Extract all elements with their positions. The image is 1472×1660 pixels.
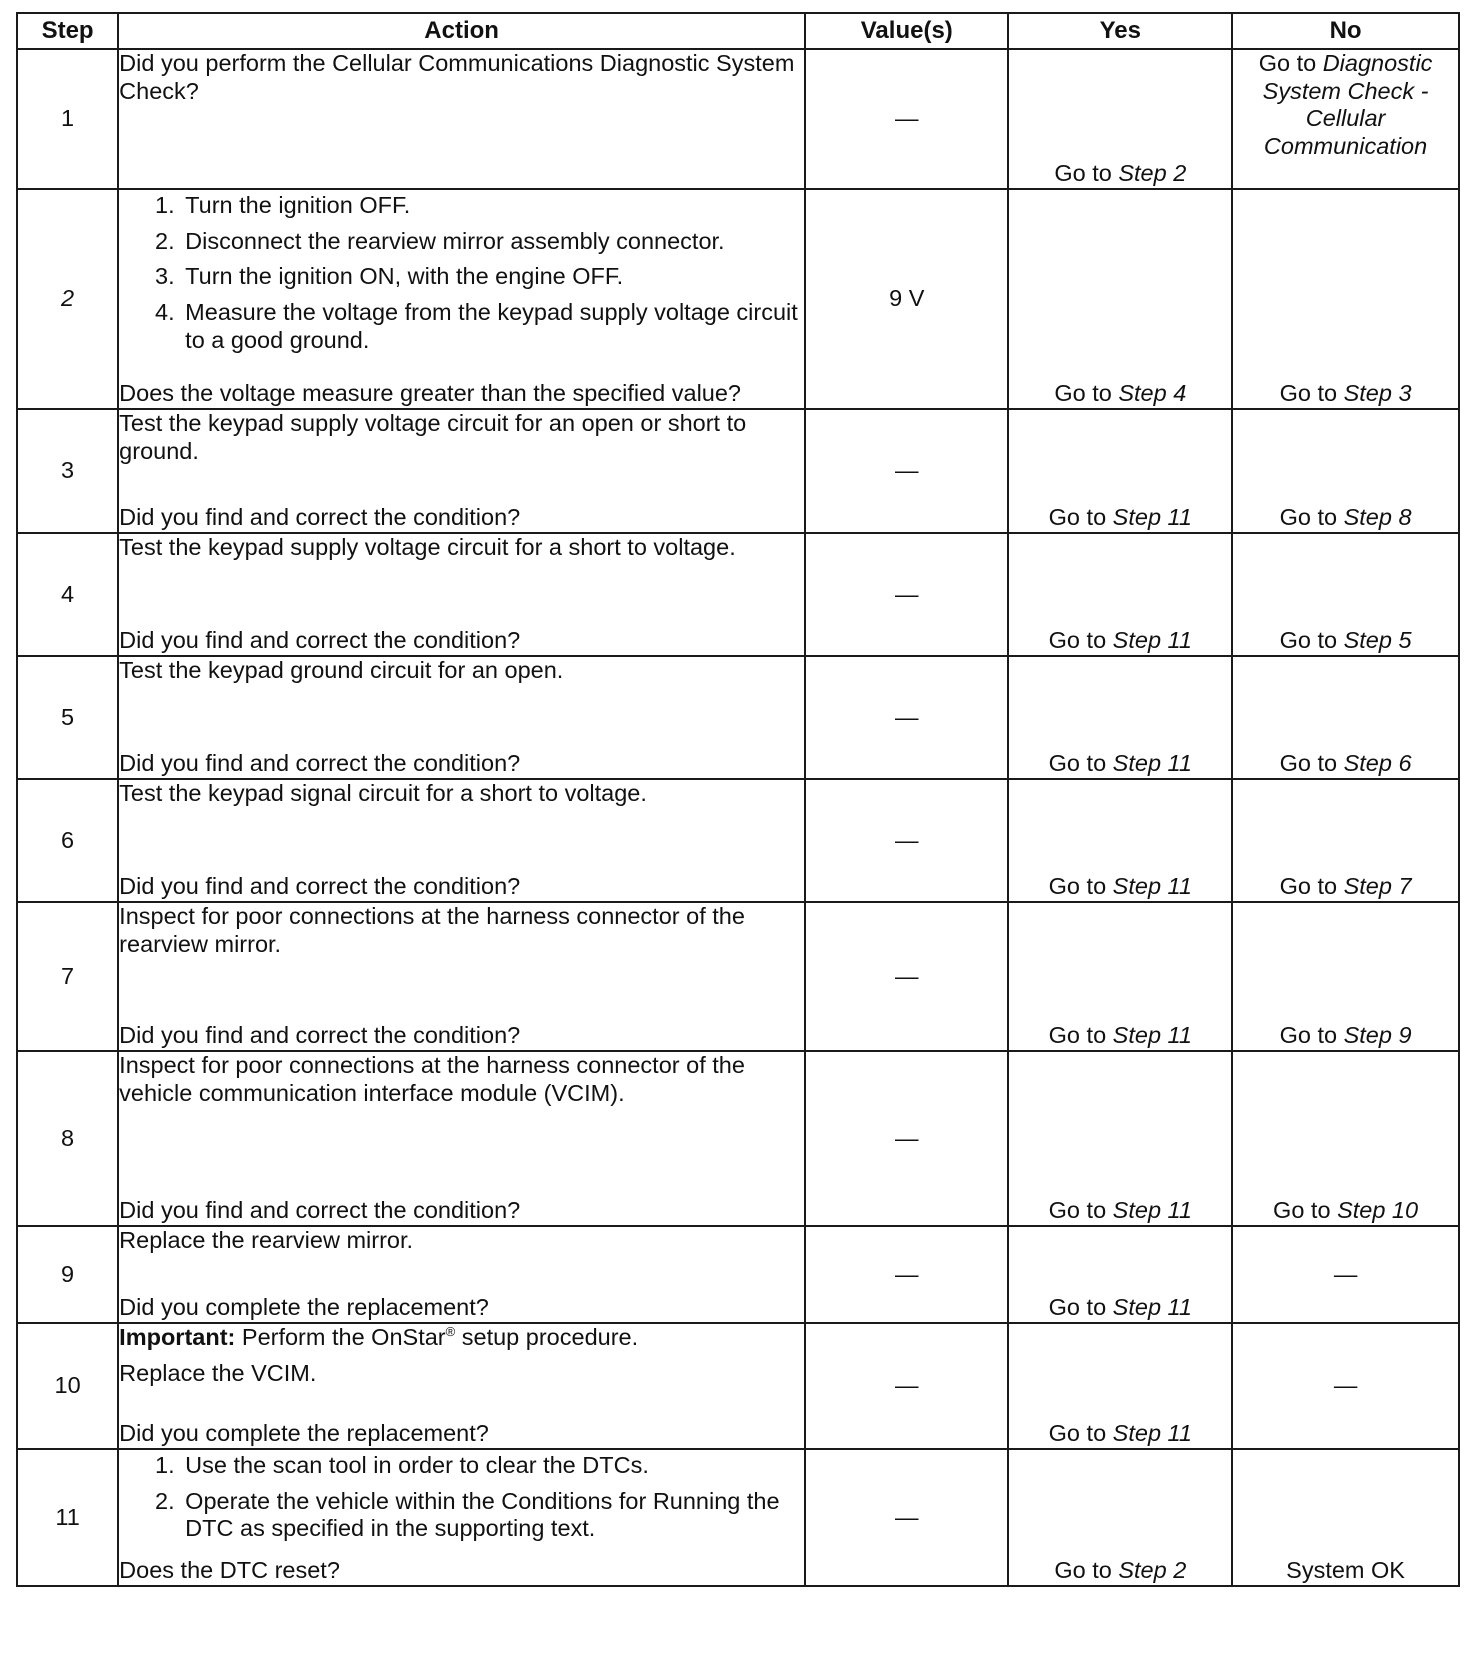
no-cell: —: [1232, 1226, 1459, 1323]
step-number-text: 2: [61, 285, 75, 312]
step-number: 1: [17, 49, 118, 189]
important-text: Perform the OnStar: [241, 1324, 446, 1350]
step-number: 8: [17, 1051, 118, 1226]
action-cell: [118, 1226, 805, 1323]
action-cell: [118, 189, 805, 409]
value-cell: —: [805, 656, 1008, 779]
action-question: Did you find and correct the condition?: [119, 750, 521, 777]
action-cell: [118, 409, 805, 533]
goto-label: Go to: [1054, 380, 1112, 407]
yes-cell: [1008, 1323, 1232, 1449]
table-row: [17, 656, 1459, 779]
list-item: 1. Use the scan tool in order to clear the DTCs.: [181, 1452, 804, 1480]
yes-cell: [1008, 656, 1232, 779]
action-question: Did you find and correct the condition?: [119, 504, 521, 531]
no-cell: System OK: [1232, 1449, 1459, 1586]
goto-label: Go to: [1258, 50, 1317, 76]
goto-step-link: Step 11: [1112, 504, 1192, 531]
no-cell: [1232, 189, 1459, 409]
value-cell: —: [805, 409, 1008, 533]
action-question: Did you find and correct the condition?: [119, 1022, 521, 1049]
list-item: 2. Disconnect the rearview mirror assembly connector.: [181, 228, 804, 256]
action-text: Test the keypad signal circuit for a short to voltage.: [119, 780, 647, 806]
value-cell: —: [805, 1051, 1008, 1226]
table-row: [17, 1323, 1459, 1449]
goto-label: Go to: [1279, 627, 1338, 654]
action-question: Did you find and correct the condition?: [119, 873, 521, 900]
header-action: Action: [118, 13, 805, 49]
goto-label: Go to: [1279, 1022, 1338, 1049]
instruction-list: [119, 192, 804, 363]
step-number: 6: [17, 779, 118, 902]
table-row: [17, 902, 1459, 1051]
goto-label: Go to: [1048, 1420, 1107, 1447]
action-question: Did you complete the replacement?: [119, 1420, 489, 1447]
yes-cell: [1008, 409, 1232, 533]
action-cell: [118, 533, 805, 656]
goto-step-link: Step 11: [1112, 750, 1192, 777]
goto-step-link: Step 7: [1343, 873, 1412, 900]
goto-step-link: Step 10: [1337, 1197, 1419, 1224]
goto-step-link: Step 9: [1343, 1022, 1412, 1049]
no-cell: [1232, 533, 1459, 656]
value-cell: —: [805, 49, 1008, 189]
goto-step-link: Step 4: [1118, 380, 1187, 407]
list-item: 3. Turn the ignition ON, with the engine OFF.: [181, 263, 804, 291]
value-cell: —: [805, 902, 1008, 1051]
yes-cell: [1008, 1226, 1232, 1323]
goto-step-link: Step 3: [1343, 380, 1412, 407]
action-text: Test the keypad ground circuit for an open.: [119, 657, 564, 683]
goto-step-link: Step 5: [1343, 627, 1412, 654]
no-cell: [1232, 656, 1459, 779]
yes-cell: [1008, 189, 1232, 409]
action-cell: [118, 656, 805, 779]
yes-cell: [1008, 533, 1232, 656]
table-row: [17, 409, 1459, 533]
yes-cell: [1008, 1449, 1232, 1586]
goto-label: Go to: [1279, 750, 1338, 777]
header-yes: Yes: [1008, 13, 1232, 49]
diagnostic-page: [16, 12, 1460, 1587]
step-number: 3: [17, 409, 118, 533]
goto-step-link: Step 11: [1112, 1197, 1192, 1224]
goto-step-link: Step 11: [1112, 1420, 1192, 1447]
no-cell: [1232, 779, 1459, 902]
table-row: [17, 1051, 1459, 1226]
action-cell: [118, 49, 805, 189]
step-number: [17, 189, 118, 409]
goto-step-link: Step 6: [1343, 750, 1412, 777]
value-cell: —: [805, 779, 1008, 902]
value-cell: —: [805, 1226, 1008, 1323]
action-text: Did you perform the Cellular Communications Diagnostic System Check?: [119, 50, 795, 104]
goto-label: Go to: [1054, 160, 1112, 187]
goto-step-link: Step 11: [1112, 873, 1192, 900]
goto-step-link: Step 11: [1112, 1294, 1192, 1321]
goto-label: Go to: [1273, 1197, 1331, 1224]
action-question: Did you complete the replacement?: [119, 1294, 489, 1321]
list-item: 1. Turn the ignition OFF.: [181, 192, 804, 220]
header-no: No: [1232, 13, 1459, 49]
yes-cell: [1008, 1051, 1232, 1226]
table-row: [17, 49, 1459, 189]
no-cell: [1232, 49, 1459, 189]
goto-step-link: Step 2: [1118, 160, 1187, 187]
action-text: Test the keypad supply voltage circuit for an open or short to ground.: [119, 410, 747, 464]
action-text: Replace the VCIM.: [119, 1359, 317, 1386]
action-question: Did you find and correct the condition?: [119, 1197, 521, 1224]
action-question: Did you find and correct the condition?: [119, 627, 521, 654]
goto-label: Go to: [1048, 1022, 1107, 1049]
registered-mark: ®: [445, 1324, 456, 1340]
goto-label: Go to: [1054, 1557, 1112, 1584]
goto-step-link: Step 8: [1343, 504, 1412, 531]
diagnostic-table: [16, 12, 1460, 1587]
goto-label: Go to: [1279, 380, 1338, 407]
goto-step-link: Step 11: [1112, 627, 1192, 654]
table-row: [17, 779, 1459, 902]
table-row: [17, 1449, 1459, 1586]
action-cell: [118, 1449, 805, 1586]
important-note: [119, 1324, 804, 1352]
table-row: [17, 533, 1459, 656]
goto-label: Go to: [1048, 750, 1107, 777]
action-cell: [118, 1051, 805, 1226]
list-item: 2. Operate the vehicle within the Conditions for Running the DTC as specified in the supporting text.: [181, 1488, 804, 1543]
yes-cell: [1008, 779, 1232, 902]
list-item: 4. Measure the voltage from the keypad supply voltage circuit to a good ground.: [181, 299, 804, 354]
step-number: 7: [17, 902, 118, 1051]
action-question: Does the DTC reset?: [119, 1557, 340, 1584]
action-cell: [118, 779, 805, 902]
table-row: [17, 189, 1459, 409]
important-label: Important:: [119, 1324, 236, 1350]
action-text: Inspect for poor connections at the harness connector of the rearview mirror.: [119, 903, 745, 957]
goto-label: Go to: [1048, 504, 1107, 531]
goto-procedure-link: Diagnostic System Check - Cellular Communication: [1262, 50, 1433, 160]
goto-label: Go to: [1048, 1197, 1107, 1224]
action-cell: [118, 902, 805, 1051]
value-cell: 9 V: [805, 189, 1008, 409]
header-row: [17, 13, 1459, 49]
step-number: 10: [17, 1323, 118, 1449]
action-text: Test the keypad supply voltage circuit for a short to voltage.: [119, 534, 736, 560]
no-cell: —: [1232, 1323, 1459, 1449]
header-step: Step: [17, 13, 118, 49]
no-cell: [1232, 902, 1459, 1051]
action-cell: [118, 1323, 805, 1449]
no-cell: [1232, 1051, 1459, 1226]
goto-step-link: Step 11: [1112, 1022, 1192, 1049]
value-cell: —: [805, 1449, 1008, 1586]
value-cell: —: [805, 533, 1008, 656]
action-text: Inspect for poor connections at the harness connector of the vehicle communication interface module (VCIM).: [119, 1052, 745, 1106]
step-number: 11: [17, 1449, 118, 1586]
yes-cell: [1008, 49, 1232, 189]
step-number: 5: [17, 656, 118, 779]
goto-label: Go to: [1048, 627, 1107, 654]
important-tail: setup procedure.: [461, 1324, 639, 1350]
yes-cell: [1008, 902, 1232, 1051]
action-text: Replace the rearview mirror.: [119, 1227, 414, 1253]
step-number: 9: [17, 1226, 118, 1323]
action-question: Does the voltage measure greater than the specified value?: [119, 380, 742, 407]
goto-label: Go to: [1048, 873, 1107, 900]
goto-label: Go to: [1279, 504, 1338, 531]
instruction-list: [119, 1452, 804, 1551]
no-cell: [1232, 409, 1459, 533]
table-row: [17, 1226, 1459, 1323]
goto-step-link: Step 2: [1118, 1557, 1187, 1584]
value-cell: —: [805, 1323, 1008, 1449]
header-values: Value(s): [805, 13, 1008, 49]
goto-label: Go to: [1279, 873, 1338, 900]
goto-label: Go to: [1048, 1294, 1107, 1321]
step-number: 4: [17, 533, 118, 656]
